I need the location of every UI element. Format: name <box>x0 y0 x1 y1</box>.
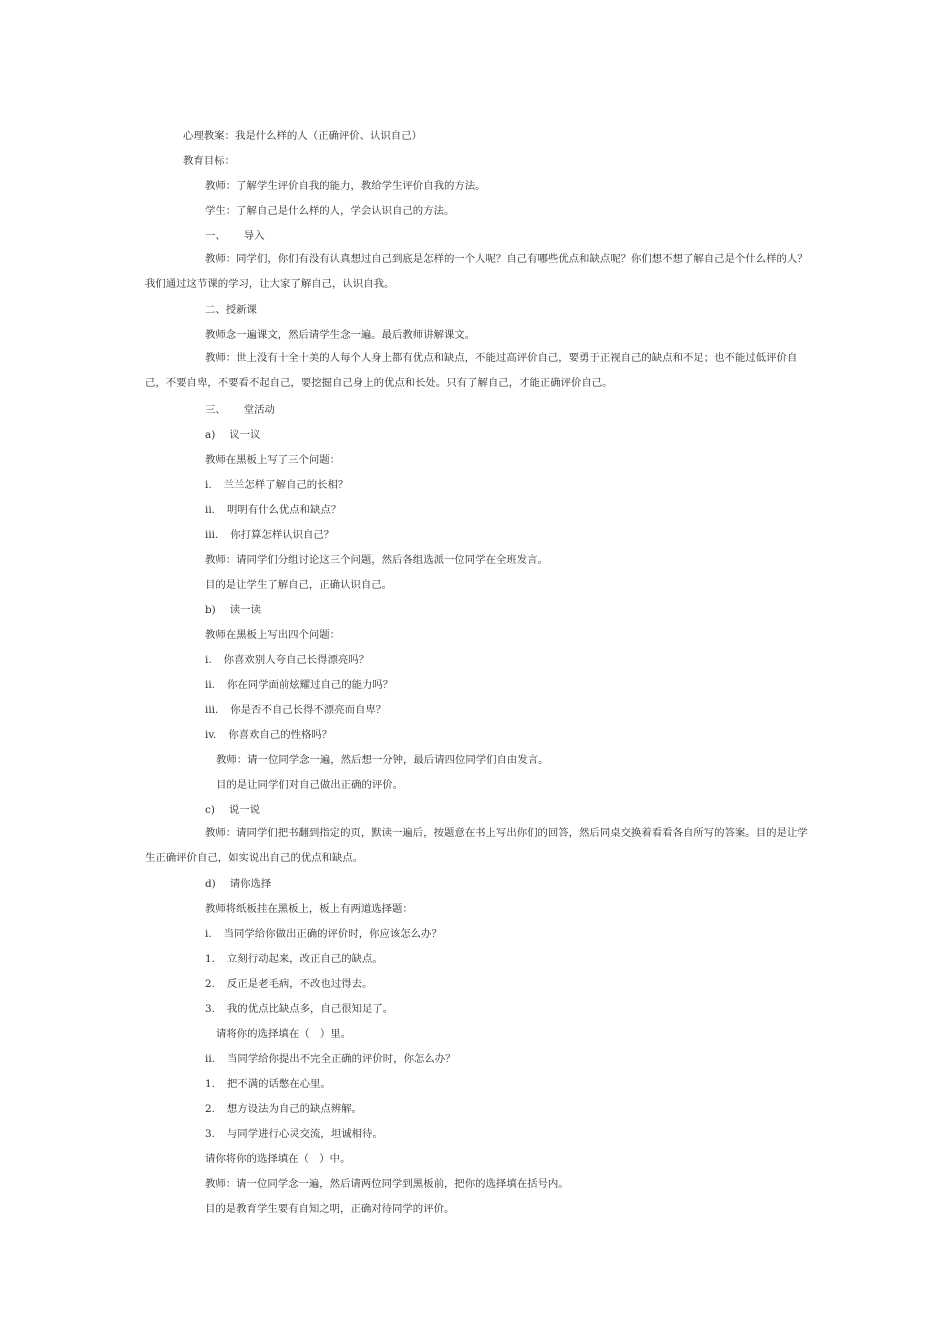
paragraph: 教师：请一位同学念一遍，然后想一分钟，最后请四位同学们自由发言。 <box>216 754 549 766</box>
paragraph: 教师在黑板上写出四个问题： <box>205 629 341 641</box>
section-heading: 一、 导入 <box>205 230 265 242</box>
activity-heading: d) 请你选择 <box>205 878 272 890</box>
list-item: ii. 明明有什么优点和缺点？ <box>205 504 342 516</box>
option-item: 2. 反正是老毛病，不改也过得去。 <box>205 978 373 990</box>
activity-heading: a) 议一议 <box>205 429 261 441</box>
paragraph: 目的是让学生了解自己，正确认识自己。 <box>205 579 393 591</box>
intro-paragraph: 教师：同学们，你们有没有认真想过自己到底是怎样的一个人呢？自己有哪些优点和缺点呢？你们想不想了解自己是个什么样的人？我们通过这节课的学习，让大家了解自己，认识自我。 <box>145 253 808 290</box>
list-item: iii. 你是否不自己长得不漂亮而自卑？ <box>205 704 387 716</box>
paragraph: 教师：请一位同学念一遍，然后请两位同学到黑板前，把你的选择填在括号内。 <box>205 1178 569 1190</box>
list-item: i. 你喜欢别人夸自己长得漂亮吗？ <box>205 654 370 666</box>
list-item: iii. 你打算怎样认识自己？ <box>205 529 335 541</box>
paragraph: 教师：请同学们分组讨论这三个问题，然后各组选派一位同学在全班发言。 <box>205 554 548 566</box>
paragraph: 目的是教育学生要有自知之明，正确对待同学的评价。 <box>205 1203 455 1215</box>
list-item: iv. 你喜欢自己的性格吗？ <box>205 729 333 741</box>
option-item: 2. 想方设法为自己的缺点辨解。 <box>205 1103 362 1115</box>
goals-heading: 教育目标： <box>183 155 235 167</box>
list-item: i. 当同学给你做出正确的评价时，你应该怎么办？ <box>205 928 442 940</box>
list-item: ii. 当同学给你提出不完全正确的评价时，你怎么办？ <box>205 1053 456 1065</box>
paragraph: 请将你的选择填在（ ）里。 <box>216 1028 352 1040</box>
activity-heading: c) 说一说 <box>205 804 261 816</box>
paragraph: 教师：请同学们把书翻到指定的页，默读一遍后，按题意在书上写出你们的回答，然后同桌交换着看看各自所写的答案。目的是让学生正确评价自己，如实说出自己的优点和缺点。 <box>145 827 808 864</box>
activity-heading: b) 读一读 <box>205 604 261 616</box>
paragraph: 教师：世上没有十全十美的人每个人身上都有优点和缺点，不能过高评价自己，要勇于正视自己的缺点和不足；也不能过低评价自己，不要自卑，不要看不起自己，要挖掘自己身上的优点和长处。只有了解自己，才能正确评价自己。 <box>145 352 798 389</box>
doc-title: 心理教案：我是什么样的人（正确评价、认识自己） <box>183 130 422 142</box>
goal-teacher: 教师：了解学生评价自我的能力，教给学生评价自我的方法。 <box>205 180 486 192</box>
paragraph: 目的是让同学们对自己做出正确的评价。 <box>216 779 404 791</box>
option-item: 1. 立刻行动起来，改正自己的缺点。 <box>205 953 383 965</box>
list-item: i. 兰兰怎样了解自己的长相？ <box>205 479 349 491</box>
paragraph: 教师将纸板挂在黑板上，板上有两道选择题： <box>205 903 413 915</box>
list-item: ii. 你在同学面前炫耀过自己的能力吗？ <box>205 679 394 691</box>
paragraph: 教师念一遍课文，然后请学生念一遍。最后教师讲解课文。 <box>205 329 476 341</box>
paragraph: 请你将你的选择填在（ ）中。 <box>205 1153 351 1165</box>
option-item: 3. 我的优点比缺点多，自己很知足了。 <box>205 1003 394 1015</box>
goal-student: 学生：了解自己是什么样的人，学会认识自己的方法。 <box>205 205 455 217</box>
section-heading: 二、授新课 <box>205 304 257 316</box>
option-item: 1. 把不满的话憋在心里。 <box>205 1078 331 1090</box>
paragraph: 教师在黑板上写了三个问题： <box>205 454 341 466</box>
section-heading: 三、 堂活动 <box>205 404 275 416</box>
option-item: 3. 与同学进行心灵交流，坦诚相待。 <box>205 1128 383 1140</box>
